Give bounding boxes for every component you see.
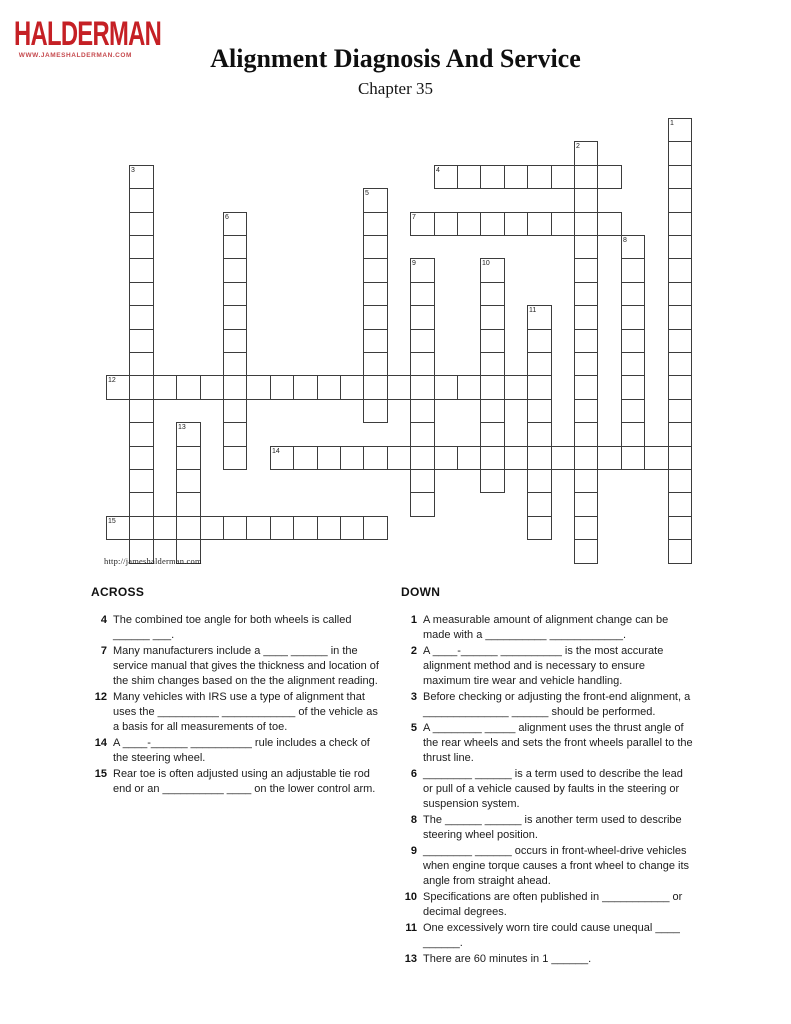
grid-cell [200, 516, 224, 540]
grid-cell [527, 469, 552, 493]
clue-number: 2 [410, 645, 417, 657]
grid-cell [246, 375, 271, 400]
grid-cell [480, 375, 505, 400]
clue-number: 11 [405, 922, 417, 934]
grid-cell-number: 9 [412, 260, 416, 267]
grid-cell-number: 13 [178, 424, 186, 431]
grid-cell [480, 399, 505, 423]
grid-cell [527, 305, 552, 330]
grid-cell [574, 469, 598, 493]
grid-cell [363, 352, 388, 376]
clue-item-down-13 [401, 952, 701, 967]
grid-cell [223, 422, 247, 447]
grid-cell [574, 399, 598, 423]
grid-cell [129, 516, 154, 540]
grid-cell [176, 422, 201, 447]
grid-cell [363, 329, 388, 353]
grid-cell [363, 212, 388, 236]
grid-cell [129, 235, 154, 259]
grid-cell [480, 212, 505, 236]
grid-cell [621, 305, 645, 330]
grid-cell [621, 375, 645, 400]
grid-cell-number: 3 [131, 167, 135, 174]
grid-cell [480, 329, 505, 353]
grid-cell [129, 165, 154, 189]
grid-cell [480, 282, 505, 306]
grid-cell [668, 188, 692, 213]
grid-cell [574, 516, 598, 540]
grid-cell [574, 165, 598, 189]
clue-number: 4 [100, 614, 107, 626]
clue-text: A ________ _____ alignment uses the thrust angle of the rear wheels and sets the front wheels parallel to the thrust line. [423, 722, 693, 764]
grid-cell [621, 352, 645, 376]
clue-text: One excessively worn tire could cause unequal ____ ______. [423, 922, 680, 949]
grid-cell [621, 446, 645, 470]
grid-cell [129, 375, 154, 400]
grid-cell [410, 329, 435, 353]
grid-cell [129, 469, 154, 493]
grid-cell [317, 375, 341, 400]
grid-cell [574, 375, 598, 400]
clue-item-down-11 [401, 921, 701, 951]
grid-cell [363, 188, 388, 213]
clue-text: A ____-______ __________ rule includes a check of the steering wheel. [113, 737, 370, 764]
grid-cell [527, 329, 552, 353]
clue-number: 9 [410, 845, 417, 857]
grid-cell [527, 352, 552, 376]
grid-cell [363, 235, 388, 259]
grid-cell [621, 329, 645, 353]
clue-item-down-8 [401, 813, 701, 843]
grid-cell [457, 212, 481, 236]
grid-cell [551, 212, 575, 236]
grid-cell [176, 469, 201, 493]
clue-number: 8 [410, 814, 417, 826]
grid-cell [293, 446, 318, 470]
grid-cell [293, 375, 318, 400]
clue-number: 5 [410, 722, 417, 734]
grid-cell [176, 375, 201, 400]
grid-cell [106, 375, 130, 400]
source-url-text: http://jameshalderman.com [104, 556, 202, 566]
grid-cell [410, 399, 435, 423]
grid-cell [410, 352, 435, 376]
grid-cell [317, 446, 341, 470]
grid-cell [480, 469, 505, 493]
grid-cell [527, 212, 552, 236]
grid-cell [597, 446, 622, 470]
grid-cell [129, 446, 154, 470]
clue-item-down-10 [401, 890, 701, 920]
grid-cell [574, 352, 598, 376]
grid-cell [129, 352, 154, 376]
grid-cell-number: 11 [529, 307, 537, 314]
down-clue-list [401, 613, 701, 967]
grid-cell [574, 212, 598, 236]
grid-cell [480, 165, 505, 189]
grid-cell [223, 446, 247, 470]
grid-cell [410, 305, 435, 330]
clue-item-across-4 [91, 613, 391, 643]
grid-cell [621, 399, 645, 423]
grid-cell [668, 469, 692, 493]
grid-cell [410, 375, 435, 400]
grid-cell [410, 469, 435, 493]
clue-text: Rear toe is often adjusted using an adjustable tie rod end or an __________ ____ on the lower control arm. [113, 768, 376, 795]
grid-cell [621, 235, 645, 259]
grid-cell [597, 212, 622, 236]
grid-cell [527, 375, 552, 400]
grid-cell [434, 375, 458, 400]
grid-cell [363, 516, 388, 540]
grid-cell [293, 516, 318, 540]
down-clues-section [401, 585, 701, 968]
grid-cell [527, 446, 552, 470]
grid-cell [574, 188, 598, 213]
grid-cell [504, 212, 528, 236]
grid-cell [129, 188, 154, 213]
grid-cell [527, 422, 552, 447]
grid-cell [480, 352, 505, 376]
grid-cell [668, 212, 692, 236]
grid-cell [668, 375, 692, 400]
grid-cell [106, 516, 130, 540]
grid-cell [504, 165, 528, 189]
clue-text: Many vehicles with IRS use a type of alignment that uses the __________ ____________ of the vehicle as a basis for all measurements of toe. [113, 691, 378, 733]
logo-tagline: WWW.JAMESHALDERMAN.COM [18, 52, 132, 59]
clue-text: ________ ______ is a term used to describe the lead or pull of a vehicle caused by faults in the steering or suspension system. [423, 768, 683, 810]
grid-cell [129, 399, 154, 423]
grid-cell [153, 375, 177, 400]
grid-cell [457, 375, 481, 400]
grid-cell-number: 1 [670, 120, 674, 127]
grid-cell [527, 165, 552, 189]
grid-cell [340, 516, 364, 540]
clue-item-across-14 [91, 736, 391, 766]
grid-cell [574, 282, 598, 306]
grid-cell [527, 492, 552, 517]
grid-cell [574, 422, 598, 447]
grid-cell [668, 118, 692, 142]
grid-cell [668, 492, 692, 517]
grid-cell [597, 165, 622, 189]
grid-cell [129, 305, 154, 330]
grid-cell [363, 399, 388, 423]
grid-cell [223, 305, 247, 330]
grid-cell [410, 212, 435, 236]
grid-cell [363, 375, 388, 400]
grid-cell [223, 516, 247, 540]
grid-cell [480, 446, 505, 470]
grid-cell [129, 329, 154, 353]
grid-cell [668, 258, 692, 283]
grid-cell [129, 282, 154, 306]
clue-item-down-5 [401, 721, 701, 766]
grid-cell [246, 516, 271, 540]
grid-cell [223, 375, 247, 400]
grid-cell [223, 399, 247, 423]
grid-cell [410, 422, 435, 447]
grid-cell [129, 492, 154, 517]
grid-cell [668, 305, 692, 330]
clue-text: Before checking or adjusting the front-end alignment, a ______________ ______ should be performed. [423, 691, 691, 718]
grid-cell [223, 329, 247, 353]
grid-cell [410, 446, 435, 470]
clue-number: 15 [94, 768, 107, 780]
clue-item-down-6 [401, 767, 701, 812]
grid-cell [574, 305, 598, 330]
grid-cell [527, 516, 552, 540]
grid-cell [668, 165, 692, 189]
grid-cell [668, 352, 692, 376]
grid-cell [434, 165, 458, 189]
grid-cell-number: 14 [272, 448, 280, 455]
grid-cell [644, 446, 669, 470]
clue-item-across-15 [91, 767, 391, 797]
clue-text: A measurable amount of alignment change can be made with a __________ ____________. [423, 614, 669, 641]
grid-cell [176, 516, 201, 540]
grid-cell [387, 375, 411, 400]
grid-cell [574, 258, 598, 283]
grid-cell [668, 282, 692, 306]
clue-item-across-7 [91, 644, 391, 689]
grid-cell [668, 539, 692, 564]
chapter-subtitle: Chapter 35 [357, 79, 434, 98]
grid-cell [129, 212, 154, 236]
grid-cell-number: 15 [108, 518, 116, 525]
grid-cell [574, 492, 598, 517]
grid-cell [504, 446, 528, 470]
grid-cell [480, 305, 505, 330]
grid-cell [668, 399, 692, 423]
clue-number: 10 [404, 891, 417, 903]
grid-cell [574, 539, 598, 564]
grid-cell [527, 399, 552, 423]
clue-text: A ____-______ __________ is the most accurate alignment method and is necessary to ensure maximum tire wear and vehicle handling. [423, 645, 664, 687]
grid-cell [410, 258, 435, 283]
grid-cell [223, 212, 247, 236]
grid-cell [317, 516, 341, 540]
grid-cell [551, 165, 575, 189]
grid-cell [387, 446, 411, 470]
clue-text: The combined toe angle for both wheels is called ______ ___. [113, 614, 352, 641]
page-title: Alignment Diagnosis And Service [210, 44, 581, 73]
clue-text: Many manufacturers include a ____ ______ in the service manual that gives the thickness and location of the shim changes based on the the alignment reading. [113, 645, 379, 687]
clue-number: 13 [404, 953, 417, 965]
clue-number: 3 [410, 691, 417, 703]
grid-cell [480, 258, 505, 283]
grid-cell [668, 329, 692, 353]
clue-number: 14 [94, 737, 107, 749]
grid-cell [270, 446, 294, 470]
grid-cell [176, 492, 201, 517]
grid-cell [223, 352, 247, 376]
across-clue-list [91, 613, 391, 797]
grid-cell [270, 375, 294, 400]
grid-cell [176, 446, 201, 470]
clue-text: ________ ______ occurs in front-wheel-drive vehicles when engine torque causes a front wheel to change its angle from straight ahead. [423, 845, 690, 887]
grid-cell [223, 235, 247, 259]
grid-cell [457, 446, 481, 470]
grid-cell [574, 446, 598, 470]
clue-text: There are 60 minutes in 1 ______. [423, 953, 592, 965]
clue-number: 1 [410, 614, 417, 626]
grid-cell [363, 446, 388, 470]
grid-cell [434, 446, 458, 470]
down-header: DOWN [401, 585, 441, 599]
grid-cell [574, 329, 598, 353]
grid-cell-number: 12 [108, 377, 116, 384]
across-header: ACROSS [91, 585, 145, 599]
clue-text: The ______ ______ is another term used to describe steering wheel position. [423, 814, 682, 841]
grid-cell [574, 141, 598, 166]
grid-cell [410, 492, 435, 517]
grid-cell [668, 516, 692, 540]
grid-cell-number: 6 [225, 214, 229, 221]
grid-cell [223, 282, 247, 306]
grid-cell [434, 212, 458, 236]
grid-cell-number: 8 [623, 237, 627, 244]
grid-cell [340, 446, 364, 470]
clue-number: 6 [410, 768, 417, 780]
clue-number: 7 [100, 645, 107, 657]
grid-cell [480, 422, 505, 447]
grid-cell [621, 422, 645, 447]
grid-cell [363, 282, 388, 306]
grid-cell [153, 516, 177, 540]
grid-cell [668, 235, 692, 259]
grid-cell [223, 258, 247, 283]
grid-cell [410, 282, 435, 306]
clue-item-down-1 [401, 613, 701, 643]
across-clues-section [91, 585, 391, 798]
logo-wordmark: HALDERMAN [14, 15, 162, 53]
grid-cell [551, 446, 575, 470]
clue-text: Specifications are often published in ___________ or decimal degrees. [423, 891, 683, 918]
clue-item-down-9 [401, 844, 701, 889]
grid-cell [668, 141, 692, 166]
grid-cell [363, 258, 388, 283]
grid-cell [129, 258, 154, 283]
clue-item-down-3 [401, 690, 701, 720]
grid-cell [668, 422, 692, 447]
grid-cell [270, 516, 294, 540]
grid-cell [621, 258, 645, 283]
grid-cell [621, 282, 645, 306]
grid-cell [504, 375, 528, 400]
clue-item-across-12 [91, 690, 391, 735]
grid-cell [668, 446, 692, 470]
grid-cell-number: 2 [576, 143, 580, 150]
grid-cell [129, 422, 154, 447]
grid-cell-number: 4 [436, 167, 440, 174]
grid-cell [340, 375, 364, 400]
clue-number: 12 [94, 691, 107, 703]
grid-cell-number: 5 [365, 190, 369, 197]
grid-cell [200, 375, 224, 400]
grid-cell-number: 10 [482, 260, 490, 267]
grid-cell [363, 305, 388, 330]
grid-cell [574, 235, 598, 259]
grid-cell-number: 7 [412, 214, 416, 221]
grid-cell [457, 165, 481, 189]
clue-item-down-2 [401, 644, 701, 689]
